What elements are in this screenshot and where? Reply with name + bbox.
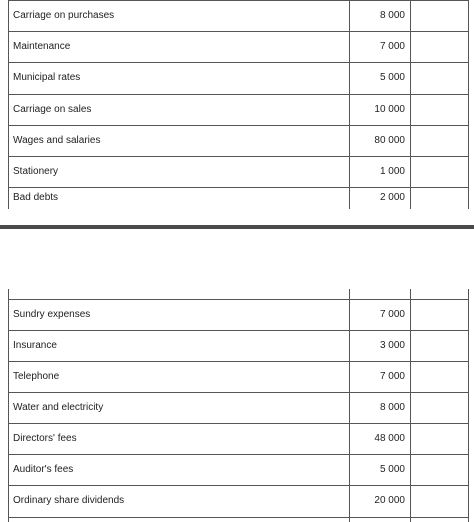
row-amount: 3 000: [379, 340, 405, 351]
table-row: [0, 392, 474, 423]
row-label: Municipal rates: [13, 72, 81, 83]
table-row: [0, 187, 474, 209]
row-amount: 10 000: [374, 104, 405, 115]
empty-cell: [410, 299, 468, 330]
empty-cell: [410, 330, 468, 361]
table-row: [0, 454, 474, 485]
row-label: Telephone: [13, 371, 60, 382]
row-amount: 8 000: [379, 402, 405, 413]
row-amount: 1 000: [379, 166, 405, 177]
empty-cell: [410, 31, 468, 62]
empty-cell: [410, 156, 468, 187]
row-amount: 7 000: [379, 41, 405, 52]
table-row: [0, 423, 474, 454]
table-row: [0, 0, 474, 31]
row-amount: 2 000: [379, 192, 405, 203]
row-label: Carriage on purchases: [13, 10, 115, 21]
row-label: Sundry expenses: [13, 309, 91, 320]
table-row: [0, 330, 474, 361]
row-label: Maintenance: [13, 41, 71, 52]
row-amount: 48 000: [374, 433, 405, 444]
row-divider: [8, 517, 468, 518]
row-amount: 7 000: [379, 309, 405, 320]
empty-cell: [410, 454, 468, 485]
table-row: [0, 94, 474, 125]
empty-cell: [410, 187, 468, 209]
row-amount: 5 000: [379, 464, 405, 475]
row-amount: 7 000: [379, 371, 405, 382]
table-row: [0, 156, 474, 187]
empty-cell: [410, 361, 468, 392]
empty-cell: [410, 423, 468, 454]
empty-cell: [410, 485, 468, 516]
row-label: Auditor's fees: [13, 464, 74, 475]
row-label: Wages and salaries: [13, 135, 101, 146]
empty-cell: [410, 125, 468, 156]
row-label: Carriage on sales: [13, 104, 92, 115]
row-label: Stationery: [13, 166, 59, 177]
empty-cell: [410, 94, 468, 125]
expense-table-top: [0, 0, 474, 209]
row-amount: 5 000: [379, 72, 405, 83]
empty-cell: [410, 392, 468, 423]
table-row: [0, 125, 474, 156]
row-label: Insurance: [13, 340, 57, 351]
row-amount: 20 000: [374, 495, 405, 506]
expense-table-bottom: [0, 289, 474, 522]
table-row: [0, 31, 474, 62]
row-amount: 80 000: [374, 135, 405, 146]
table-row: [0, 62, 474, 93]
row-label: Water and electricity: [13, 402, 104, 413]
empty-cell: [410, 0, 468, 31]
empty-cell: [410, 62, 468, 93]
row-amount: 8 000: [379, 10, 405, 21]
table-row: [0, 485, 474, 516]
row-label: Directors' fees: [13, 433, 77, 444]
page-break-divider: [0, 225, 474, 229]
table-row: [0, 299, 474, 330]
row-label: Bad debts: [13, 192, 59, 203]
table-row: [0, 361, 474, 392]
row-label: Ordinary share dividends: [13, 495, 125, 506]
